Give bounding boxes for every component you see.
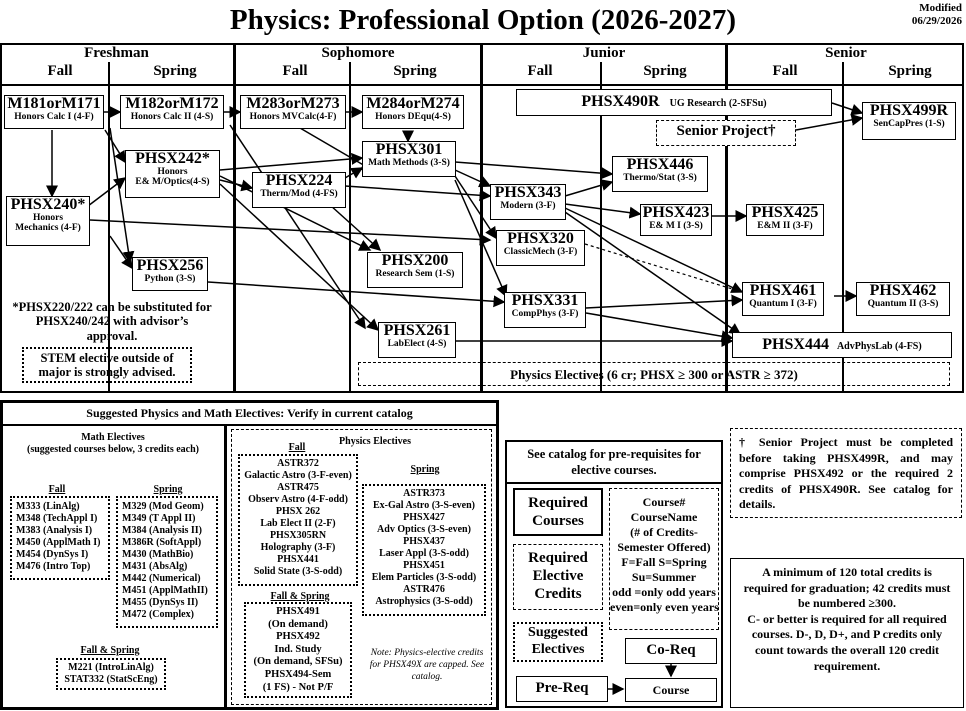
course-code: M182orM172 — [125, 95, 219, 112]
math-elective-item: M384 (Analysis II) — [122, 525, 203, 536]
course-code: PHSX343 — [494, 184, 562, 201]
course-code: PHSX425 — [751, 204, 819, 221]
course-desc-1: Honors — [32, 212, 64, 223]
course-code: M181orM171 — [7, 95, 101, 112]
course-desc: Quantum II (3-S) — [867, 298, 939, 309]
course-desc: Quantum I (3-F) — [749, 298, 817, 309]
course-desc: ClassicMech (3-F) — [503, 246, 578, 257]
physics-elective-item: Observ Astro (4-F-odd) — [248, 494, 348, 505]
year-senior: Senior — [825, 45, 867, 61]
course-key-line: F=Fall S=Spring — [621, 555, 707, 569]
legend-required-elective-text: Required Elective Credits — [528, 550, 588, 602]
physics-elective-item: Laser Appl (3-S-odd) — [379, 548, 469, 559]
modified-label: Modified — [919, 2, 962, 14]
math-elective-item: M333 (LinAlg) — [16, 501, 80, 512]
physics-elective-item: PHSX437 — [403, 536, 445, 547]
senior-project-info — [730, 428, 962, 518]
sem-fr-fall: Fall — [47, 63, 73, 79]
sem-jr-fall: Fall — [527, 63, 553, 79]
math-elective-item: M442 (Numerical) — [122, 573, 201, 584]
math-elective-item: M454 (DynSys I) — [16, 549, 89, 560]
physics-elective-item: (On demand) — [268, 618, 328, 630]
physics-elective-item: ASTR475 — [277, 482, 319, 493]
phys-spring-label: Spring — [410, 464, 440, 475]
course-key-line: CourseName — [630, 510, 698, 524]
year-freshman: Freshman — [84, 45, 149, 61]
math-elective-item: M221 (IntroLinAlg) — [68, 662, 154, 673]
course-desc: Thermo/Stat (3-S) — [623, 172, 697, 183]
sem-fr-spring: Spring — [153, 63, 197, 79]
course-desc: E& M I (3-S) — [649, 220, 703, 231]
physics-elective-item: Astrophysics (3-S-odd) — [375, 596, 473, 607]
course-desc: E&M II (3-F) — [757, 220, 813, 231]
physics-elective-item: PHSX494-Sem — [264, 668, 332, 680]
sem-so-spring: Spring — [393, 63, 437, 79]
math-elective-item: M455 (DynSys II) — [122, 597, 199, 608]
course-code: PHSX224 — [265, 172, 333, 189]
physics-elective-item: PHSX427 — [403, 512, 445, 523]
math-elective-item: M383 (Analysis I) — [16, 525, 93, 536]
course-desc: Honors Calc II (4-S) — [130, 111, 214, 122]
course-code: PHSX462 — [869, 282, 937, 299]
physics-elective-item: PHSX305RN — [269, 530, 327, 541]
course-code: PHSX240* — [10, 196, 86, 213]
grades-info: C- or better is required for all required courses. D-, D, D+, and P credits only count towards the overall 120 credit requirement. — [747, 611, 947, 673]
physics-elective-item: PHSX441 — [277, 554, 319, 565]
course-desc: Honors DEqu(4-S) — [375, 111, 451, 122]
course-desc: Research Sem (1-S) — [375, 268, 455, 279]
stem-note-text: STEM elective outside of major is strongly advised. — [38, 351, 176, 380]
course-code: PHSX490R — [581, 93, 660, 110]
course-desc-1: Honors — [157, 166, 188, 177]
senior-project-info-text: † Senior Project must be completed before taking PHSX499R, and may comprise PHSX492 or the required 2 credits of PHSX490R. See catalog for details. — [739, 435, 953, 512]
year-sophomore: Sophomore — [321, 45, 395, 61]
course-desc: Honors MVCalc(4-F) — [249, 111, 337, 122]
course-desc: Math Methods (3-S) — [368, 157, 450, 168]
physics-elective-item: PHSX492 — [276, 631, 320, 643]
course-desc: Honors Calc I (4-F) — [14, 111, 94, 122]
course-desc: UG Research (2-SFSu) — [669, 98, 767, 109]
legend-catalog-note: See catalog for pre-requisites for elective courses. — [527, 447, 701, 478]
math-elective-item: M476 (Intro Top) — [16, 561, 91, 572]
physics-elective-item: Elem Particles (3-S-odd) — [371, 572, 477, 583]
phys-fall-label: Fall — [288, 442, 306, 453]
course-key-line: (# of Credits- — [630, 525, 698, 539]
legend-suggested-text: Suggested Electives — [528, 625, 588, 657]
course-code: Senior Project† — [676, 123, 776, 139]
substitute-note: *PHSX220/222 can be substituted for PHSX240/242 with advisor’s approval. — [12, 300, 212, 343]
course-code: PHSX331 — [511, 292, 579, 309]
phys-fs-label: Fall & Spring — [270, 591, 330, 602]
sem-jr-spring: Spring — [643, 63, 687, 79]
math-elective-item: M430 (MathBio) — [122, 549, 194, 560]
physics-elective-item: Solid State (3-S-odd) — [253, 566, 343, 577]
sem-so-fall: Fall — [282, 63, 308, 79]
course-code: PHSX461 — [749, 282, 817, 299]
course-code: PHSX446 — [626, 156, 694, 173]
course-code: PHSX256 — [136, 257, 204, 274]
course-desc-2: Mechanics (4-F) — [15, 222, 81, 233]
graduation-info — [730, 558, 964, 708]
math-elective-item: M386R (SoftAppl) — [122, 537, 202, 548]
course-code: PHSX301 — [375, 141, 443, 158]
math-fall-label: Fall — [48, 484, 66, 495]
math-elective-item: M451 (ApplMathII) — [122, 585, 208, 596]
course-code: PHSX261 — [383, 322, 451, 339]
math-fs-label: Fall & Spring — [80, 645, 140, 656]
physics-elective-item: Ex-Gal Astro (3-S-even) — [372, 500, 476, 511]
electives-title: Suggested Physics and Math Electives: Verify in current catalog — [86, 406, 413, 420]
credits-info: A minimum of 120 total credits is required for graduation; 42 credits must be numbered ≥300. — [743, 565, 951, 611]
legend-prereq-text: Pre-Req — [535, 680, 589, 696]
physics-elective-item: Holography (3-F) — [260, 542, 336, 553]
year-junior: Junior — [582, 45, 626, 61]
physics-elective-item: Lab Elect II (2-F) — [260, 518, 336, 529]
physics-elective-item: Galactic Astro (3-F-even) — [244, 470, 352, 481]
course-desc: CompPhys (3-F) — [511, 308, 579, 319]
math-title: Math Electives — [81, 432, 145, 443]
math-elective-item: M348 (TechAppl I) — [16, 513, 98, 524]
course-code: PHSX499R — [869, 102, 949, 119]
legend-required-text: Required Courses — [528, 495, 588, 529]
math-elective-item: M450 (ApplMath I) — [16, 537, 101, 548]
course-key-line: Semester Offered) — [617, 540, 711, 554]
math-sub: (suggested courses below, 3 credits each) — [26, 444, 200, 455]
course-desc: LabElect (4-S) — [387, 338, 447, 349]
physics-elective-item: PHSX 262 — [275, 506, 321, 517]
course-code: PHSX423 — [642, 204, 710, 221]
math-spring-label: Spring — [153, 484, 183, 495]
course-desc: Modern (3-F) — [500, 200, 556, 211]
sem-sr-fall: Fall — [772, 63, 798, 79]
physics-elective-item: Ind. Study — [274, 643, 322, 655]
course-code: M283orM273 — [246, 95, 340, 112]
course-code: PHSX444 — [762, 336, 829, 353]
physics-elective-item: (1 FS) - Not P/F — [262, 681, 334, 693]
course-desc: SenCapPres (1-S) — [873, 118, 945, 129]
course-key-line: Course# — [642, 495, 686, 509]
legend-coreq-text: Co-Req — [646, 642, 696, 658]
modified-date: 06/29/2026 — [911, 15, 962, 27]
math-elective-item: M431 (AbsAlg) — [122, 561, 188, 572]
course-code: PHSX200 — [381, 252, 449, 269]
course-key-line: even=only even years — [610, 600, 719, 614]
physics-elective-item: Adv Optics (3-S-even) — [377, 524, 471, 535]
physics-elective-item: (On demand, SFSu) — [253, 656, 343, 668]
physics-elective-item: PHSX451 — [403, 560, 445, 571]
math-elective-item: STAT332 (StatScEng) — [64, 674, 158, 685]
course-desc: AdvPhysLab (4-FS) — [836, 341, 922, 352]
course-desc: Python (3-S) — [144, 273, 196, 284]
physics-elective-item: ASTR373 — [403, 488, 445, 499]
course-desc: Therm/Mod (4-FS) — [260, 188, 338, 199]
course-code: M284orM274 — [366, 95, 460, 112]
course-key-line: odd =only odd years — [612, 585, 716, 599]
course-code: PHSX242* — [135, 150, 210, 167]
course-key-line: Su=Summer — [631, 570, 697, 584]
sem-sr-spring: Spring — [888, 63, 932, 79]
legend-course-text: Course — [652, 683, 690, 697]
page-title: Physics: Professional Option (2026-2027) — [229, 4, 737, 36]
math-elective-item: M329 (Mod Geom) — [122, 501, 204, 512]
math-elective-item: M349 (T Appl II) — [122, 513, 196, 524]
course-desc-2: E& M/Optics(4-S) — [135, 176, 210, 187]
physics-elective-item: ASTR476 — [403, 584, 445, 595]
phys-note: Note: Physics-elective credits for PHSX49X are capped. See catalog. — [369, 648, 485, 682]
physics-elective-item: ASTR372 — [277, 458, 319, 469]
physics-electives-bar-text: Physics Electives (6 cr; PHSX ≥ 300 or ASTR ≥ 372) — [510, 367, 798, 382]
math-elective-item: M472 (Complex) — [122, 609, 194, 620]
course-code: PHSX320 — [507, 230, 574, 247]
physics-elective-item: PHSX491 — [276, 606, 320, 617]
phys-title: Physics Electives — [339, 436, 411, 447]
